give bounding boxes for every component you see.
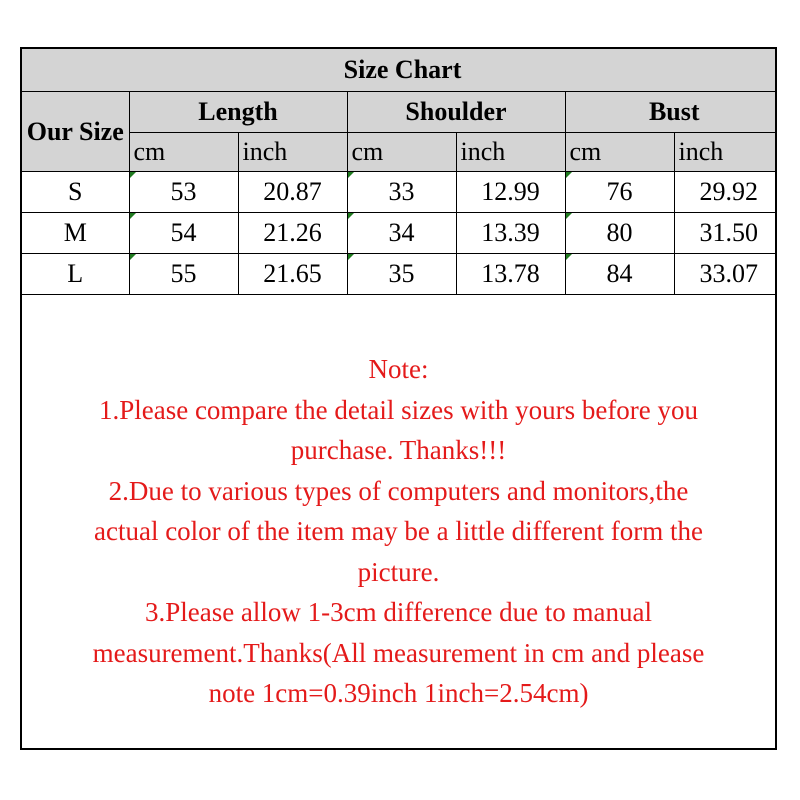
unit-cell: inch [238, 133, 347, 172]
note-line: 1.Please compare the detail sizes with yours before you [98, 394, 699, 425]
unit-cell: cm [129, 133, 238, 172]
value-cell: 54 [129, 213, 238, 254]
bust-header: Bust [565, 92, 777, 133]
value-cell: 12.99 [456, 172, 565, 213]
value-cell: 84 [565, 254, 674, 295]
unit-cell: inch [456, 133, 565, 172]
size-cell: S [22, 172, 129, 213]
value-cell: 80 [565, 213, 674, 254]
table-row [22, 213, 777, 254]
value-cell: 33.07 [674, 254, 777, 295]
size-chart-table [22, 49, 777, 295]
note-line: purchase. Thanks!!! [290, 435, 507, 465]
cell-marker [566, 254, 572, 260]
value-cell: 20.87 [238, 172, 347, 213]
value-cell: 76 [565, 172, 674, 213]
cell-marker [566, 213, 572, 219]
note-section [22, 349, 775, 714]
value-cell: 13.78 [456, 254, 565, 295]
cell-marker [348, 254, 354, 260]
value-cell: 21.65 [238, 254, 347, 295]
value-cell: 33 [347, 172, 456, 213]
value-cell: 21.26 [238, 213, 347, 254]
length-header: Length [129, 92, 347, 133]
note-line: measurement.Thanks(All measurement in cm and please [92, 637, 705, 668]
unit-cell: cm [565, 133, 674, 172]
value-cell: 13.39 [456, 213, 565, 254]
cell-marker [130, 213, 136, 219]
value-cell: 29.92 [674, 172, 777, 213]
size-chart-frame [20, 47, 777, 750]
cell-marker [348, 172, 354, 178]
cell-marker [130, 254, 136, 260]
cell-marker [348, 213, 354, 219]
note-line: actual color of the item may be a little different form the [93, 516, 704, 546]
table-title: Size Chart [22, 49, 777, 92]
note-line: picture. [357, 556, 440, 587]
value-cell: 35 [347, 254, 456, 295]
cell-marker [130, 172, 136, 178]
note-line: note 1cm=0.39inch 1inch=2.54cm) [208, 678, 589, 708]
note-line: 3.Please allow 1-3cm difference due to manual [144, 597, 653, 627]
note-line: 2.Due to various types of computers and monitors,the [108, 475, 689, 506]
table-row [22, 254, 777, 295]
value-cell: 34 [347, 213, 456, 254]
table-row [22, 172, 777, 213]
our-size-header: Our Size [22, 92, 129, 172]
cell-marker [566, 172, 572, 178]
value-cell: 53 [129, 172, 238, 213]
unit-cell: inch [674, 133, 777, 172]
size-cell: L [22, 254, 129, 295]
unit-cell: cm [347, 133, 456, 172]
size-cell: M [22, 213, 129, 254]
value-cell: 55 [129, 254, 238, 295]
note-heading: Note: [368, 354, 429, 384]
value-cell: 31.50 [674, 213, 777, 254]
shoulder-header: Shoulder [347, 92, 565, 133]
